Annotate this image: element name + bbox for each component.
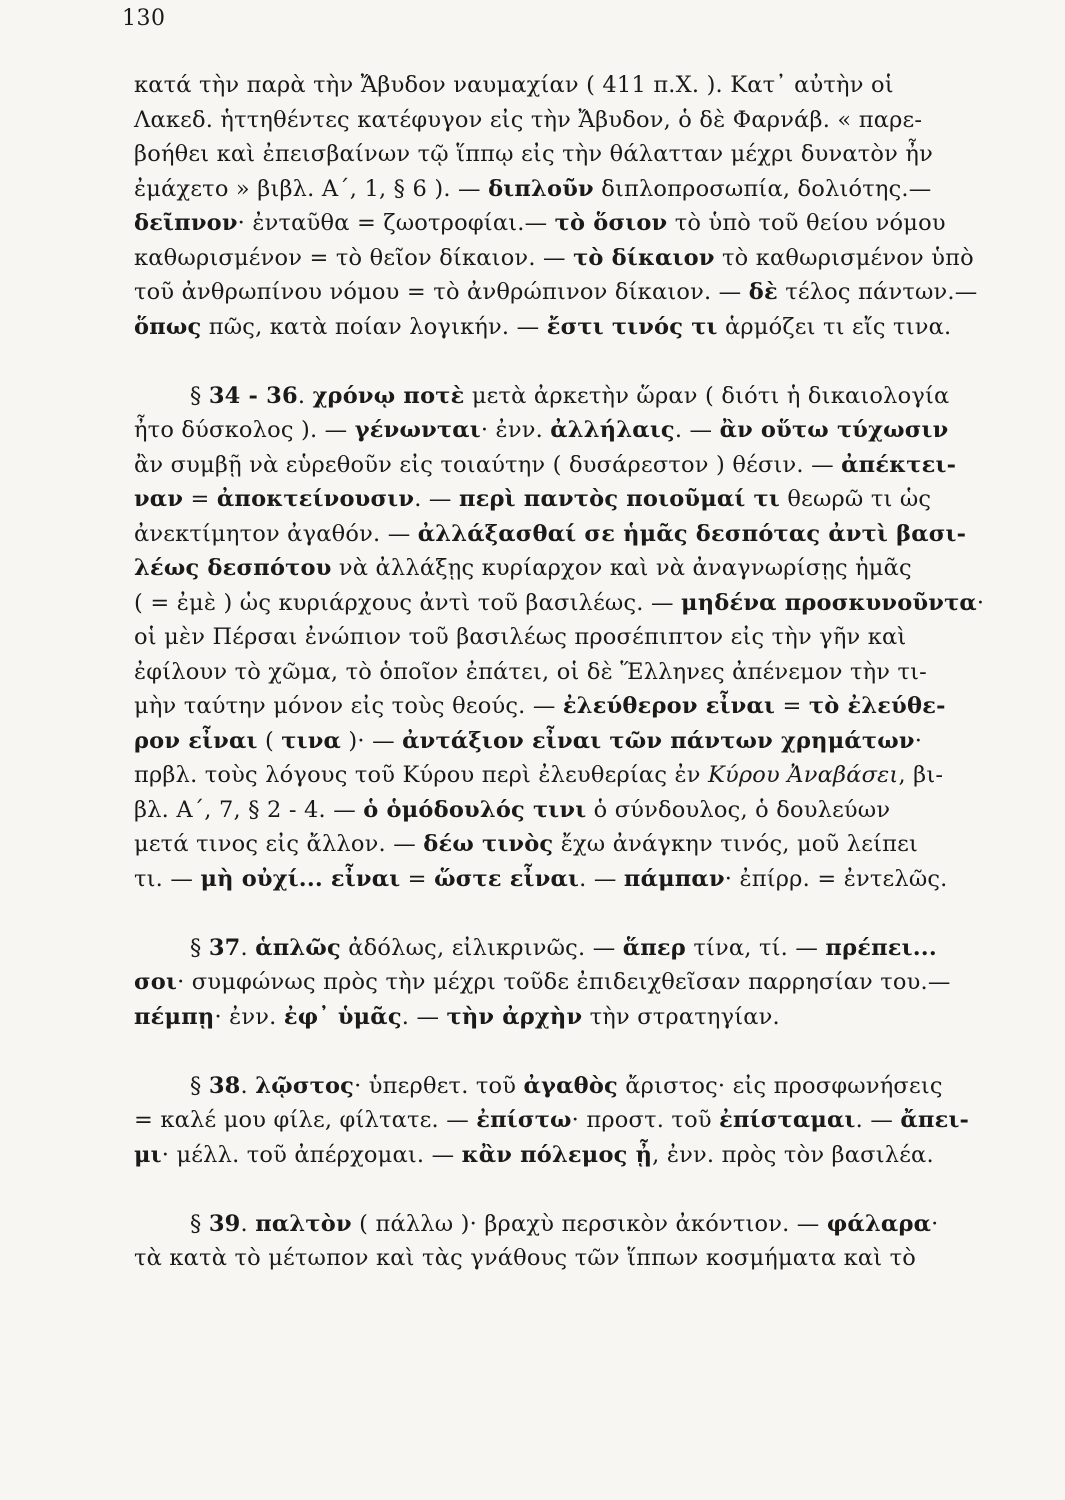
text-line: δεῖπνον· ἐνταῦθα = ζωοτροφίαι.— τὸ ὅσιον τὸ ὑπὸ τοῦ θείου νόμου: [134, 210, 946, 236]
text-line: βλ. Α΄, 7, § 2 - 4. — ὁ ὁμόδουλός τινι ὁ σύνδουλος, ὁ δουλεύων: [134, 796, 891, 823]
text-line: § 38. λῷστος· ὑπερθετ. τοῦ ἀγαθὸς ἄριστος· εἰς προσφωνήσεις: [190, 1072, 943, 1099]
text-line: ἐμάχετο » βιβλ. Α΄, 1, § 6 ). — διπλοῦν διπλοπροσωπία, δολιότης.—: [134, 175, 932, 202]
page-number: 130: [122, 6, 166, 31]
text-line: μετά τινος εἰς ἄλλον. — δέω τινὸς ἔχω ἀνάγκην τινός, μοῦ λείπει: [134, 831, 918, 857]
text-line: οἱ μὲν Πέρσαι ἐνώπιον τοῦ βασιλέως προσέπιπτον εἰς τὴν γῆν καὶ: [134, 624, 907, 650]
text-line: τοῦ ἀνθρωπίνου νόμου = τὸ ἀνθρώπινον δίκαιον. — δὲ τέλος πάντων.—: [134, 279, 978, 305]
text-line: ρον εἶναι ( τινα )· — ἀντάξιον εἶναι τῶν πάντων χρημάτων·: [134, 727, 923, 754]
text-line: καθωρισμένον = τὸ θεῖον δίκαιον. — τὸ δίκαιον τὸ καθωρισμένον ὑπὸ: [134, 244, 974, 271]
paragraph-gap: [134, 1034, 996, 1069]
text-line: βοήθει καὶ ἐπεισβαίνων τῷ ἵππῳ εἰς τὴν θάλατταν μέχρι δυνατὸν ἦν: [134, 141, 933, 167]
text-line: μι· μέλλ. τοῦ ἀπέρχομαι. — κἂν πόλεμος ᾖ, ἐνν. πρὸς τὸν βασιλέα.: [134, 1141, 934, 1168]
text-line: ἐφίλουν τὸ χῶμα, τὸ ὁποῖον ἐπάτει, οἱ δὲ Ἕλληνες ἀπένεμον τὴν τι-: [134, 658, 927, 685]
commentary-text: [134, 68, 996, 1276]
paragraph-gap: [134, 896, 996, 931]
text-line: λέως δεσπότου νὰ ἀλλάξῃς κυρίαρχον καὶ νὰ ἀναγνωρίσῃς ἡμᾶς: [134, 555, 912, 581]
paragraph-gap: [134, 1172, 996, 1207]
text-line: ὅπως πῶς, κατὰ ποίαν λογικήν. — ἔστι τινός τι ἁρμόζει τι εἴς τινα.: [134, 313, 952, 340]
text-line: Λακεδ. ἡττηθέντες κατέφυγον εἰς τὴν Ἄβυδον, ὁ δὲ Φαρνάβ. « παρε-: [134, 106, 923, 133]
paragraph-gap: [134, 344, 996, 379]
text-line: τὰ κατὰ τὸ μέτωπον καὶ τὰς γνάθους τῶν ἵππων κοσμήματα καὶ τὸ: [134, 1245, 917, 1271]
text-line: ναν = ἀποκτείνουσιν. — περὶ παντὸς ποιοῦμαί τι θεωρῶ τι ὡς: [134, 486, 932, 512]
text-line: κατά τὴν παρὰ τὴν Ἄβυδον ναυμαχίαν ( 411 π.Χ. ). Κατ᾽ αὐτὴν οἱ: [134, 72, 894, 98]
text-line: ἦτο δύσκολος ). — γένωνται· ἐνν. ἀλλήλαις. — ἂν οὕτω τύχωσιν: [134, 417, 949, 443]
text-line: ( = ἐμὲ ) ὡς κυριάρχους ἀντὶ τοῦ βασιλέως. — μηδένα προσκυνοῦντα·: [134, 589, 985, 616]
text-line: σοι· συμφώνως πρὸς τὴν μέχρι τοῦδε ἐπιδειχθεῖσαν παρρησίαν του.—: [134, 969, 951, 995]
text-line: πέμπῃ· ἐνν. ἐφ᾽ ὑμᾶς. — τὴν ἀρχὴν τὴν στρατηγίαν.: [134, 1003, 780, 1030]
text-line: πρβλ. τοὺς λόγους τοῦ Κύρου περὶ ἐλευθερίας ἐν Κύρου Ἀναβάσει, βι-: [134, 762, 944, 788]
text-line: § 34 - 36. χρόνῳ ποτὲ μετὰ ἀρκετὴν ὥραν ( διότι ἡ δικαιολογία: [190, 382, 950, 409]
text-line: ἂν συμβῇ νὰ εὑρεθοῦν εἰς τοιαύτην ( δυσάρεστον ) θέσιν. — ἀπέκτει-: [134, 451, 957, 478]
text-line: = καλέ μου φίλε, φίλτατε. — ἐπίστω· προστ. τοῦ ἐπίσταμαι. — ἄπει-: [134, 1107, 970, 1133]
text-line: τι. — μὴ οὐχί... εἶναι = ὥστε εἶναι. — πάμπαν· ἐπίρρ. = ἐντελῶς.: [134, 865, 948, 892]
text-line: μὴν ταύτην μόνον εἰς τοὺς θεούς. — ἐλεύθερον εἶναι = τὸ ἐλεύθε-: [134, 693, 946, 719]
text-line: § 37. ἁπλῶς ἀδόλως, εἰλικρινῶς. — ἅπερ τίνα, τί. — πρέπει...: [190, 934, 937, 961]
text-line: ἀνεκτίμητον ἀγαθόν. — ἀλλάξασθαί σε ἡμᾶς δεσπότας ἀντὶ βασι-: [134, 520, 967, 547]
text-line: § 39. παλτὸν ( πάλλω )· βραχὺ περσικὸν ἀκόντιον. — φάλαρα·: [190, 1210, 939, 1237]
